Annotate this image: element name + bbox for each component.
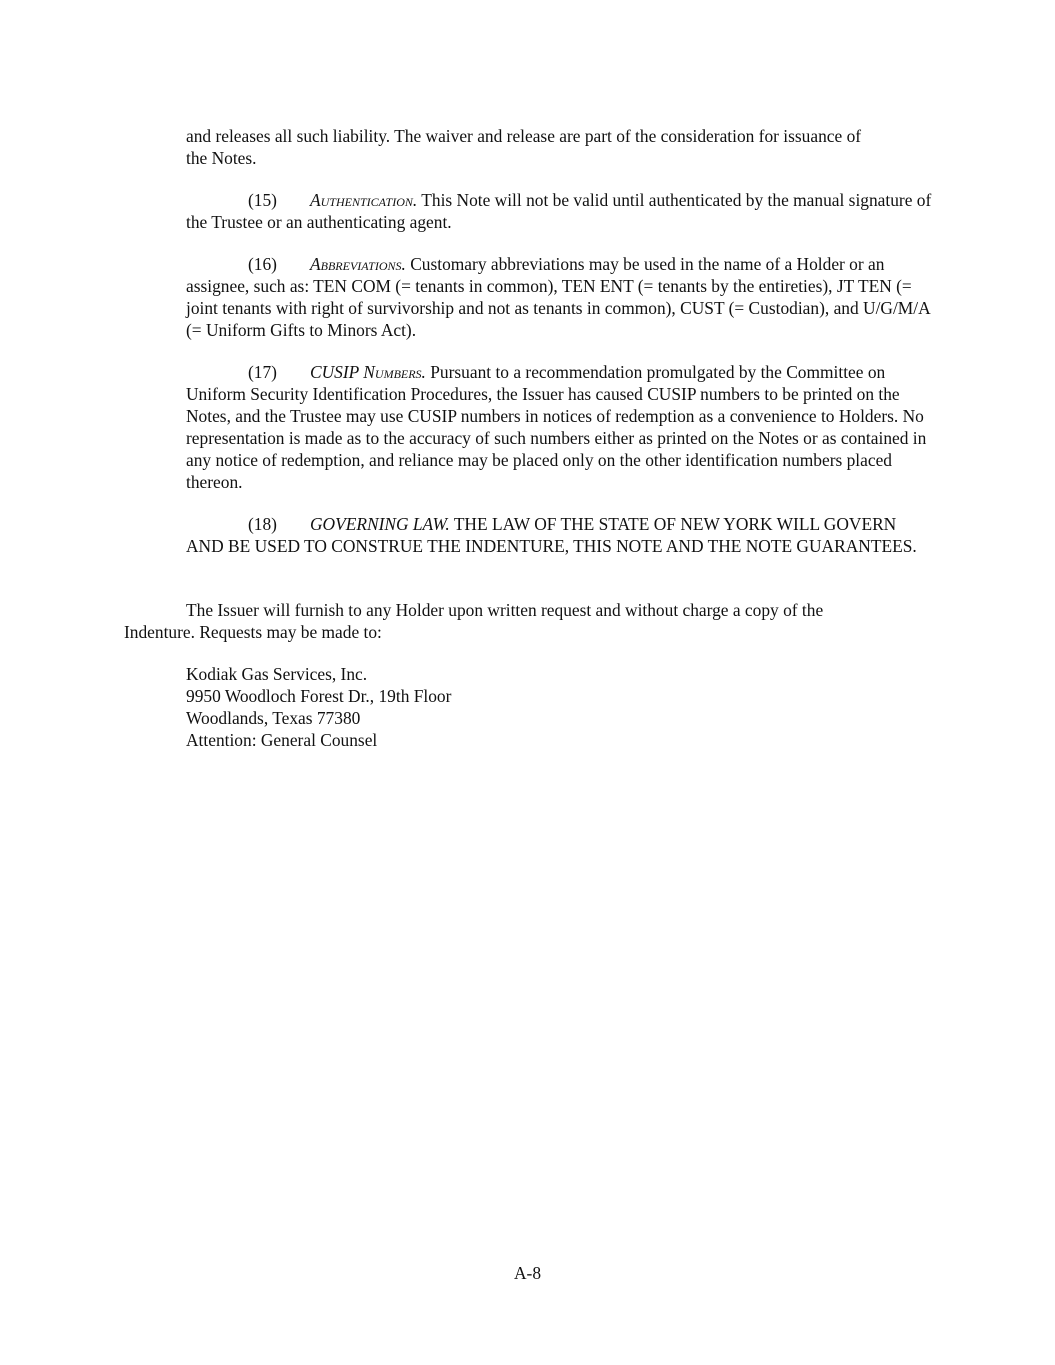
section-number: (16) [248,254,277,274]
continuation-line-2: the Notes. [186,148,257,168]
closing-line-2: Indenture. Requests may be made to: [124,622,382,642]
address-company: Kodiak Gas Services, Inc. [186,664,368,684]
section-body: Pursuant to a recommendation promulgated by the Committee on Uniform Security Identification Procedures, the Issuer has caused CUSIP numbers to be printed on the Notes, and the Trustee may use CUSIP numbers in notices of redemption as a convenience to Holders. No representation is made as to the accuracy of such numbers either as printed on the Notes or as contained in any notice of redemption, and reliance may be placed only on the other identification numbers placed thereon. [186,362,927,492]
section-heading: GOVERNING LAW. [310,514,450,534]
closing-paragraph [124,599,934,643]
section-18-governing-law [186,513,934,557]
section-number: (17) [248,362,277,382]
section-heading: Authentication. [310,190,418,210]
address-city: Woodlands, Texas 77380 [186,708,361,728]
section-15-authentication [186,189,934,233]
section-body: THE LAW OF THE STATE OF NEW YORK WILL GOVERN AND BE USED TO CONSTRUE THE INDENTURE, THIS NOTE AND THE NOTE GUARANTEES. [186,514,917,556]
page-number: A-8 [513,1263,542,1283]
section-16-abbreviations [186,253,934,341]
closing-line-1: The Issuer will furnish to any Holder upon written request and without charge a copy of the [186,600,824,620]
address-street: 9950 Woodloch Forest Dr., 19th Floor [186,686,452,706]
address-attention: Attention: General Counsel [186,730,378,750]
section-heading: CUSIP Numbers. [310,362,426,382]
section-17-cusip-numbers [186,361,934,493]
section-heading: Abbreviations. [310,254,406,274]
section-body: Customary abbreviations may be used in the name of a Holder or an assignee, such as: TEN COM (= tenants in common), TEN ENT (= tenants by the entireties), JT TEN (= joint tenants with right of survivorship and not as tenants in common), CUST (= Custodian), and U/G/M/A (= Uniform Gifts to Minors Act). [186,254,930,340]
address-block [186,663,934,751]
section-number: (15) [248,190,277,210]
continuation-line-1: and releases all such liability. The waiver and release are part of the consideration for issuance of [186,126,862,146]
continuation-paragraph [186,125,934,169]
section-body: This Note will not be valid until authenticated by the manual signature of the Trustee or an authenticating agent. [186,190,932,232]
section-number: (18) [248,514,277,534]
